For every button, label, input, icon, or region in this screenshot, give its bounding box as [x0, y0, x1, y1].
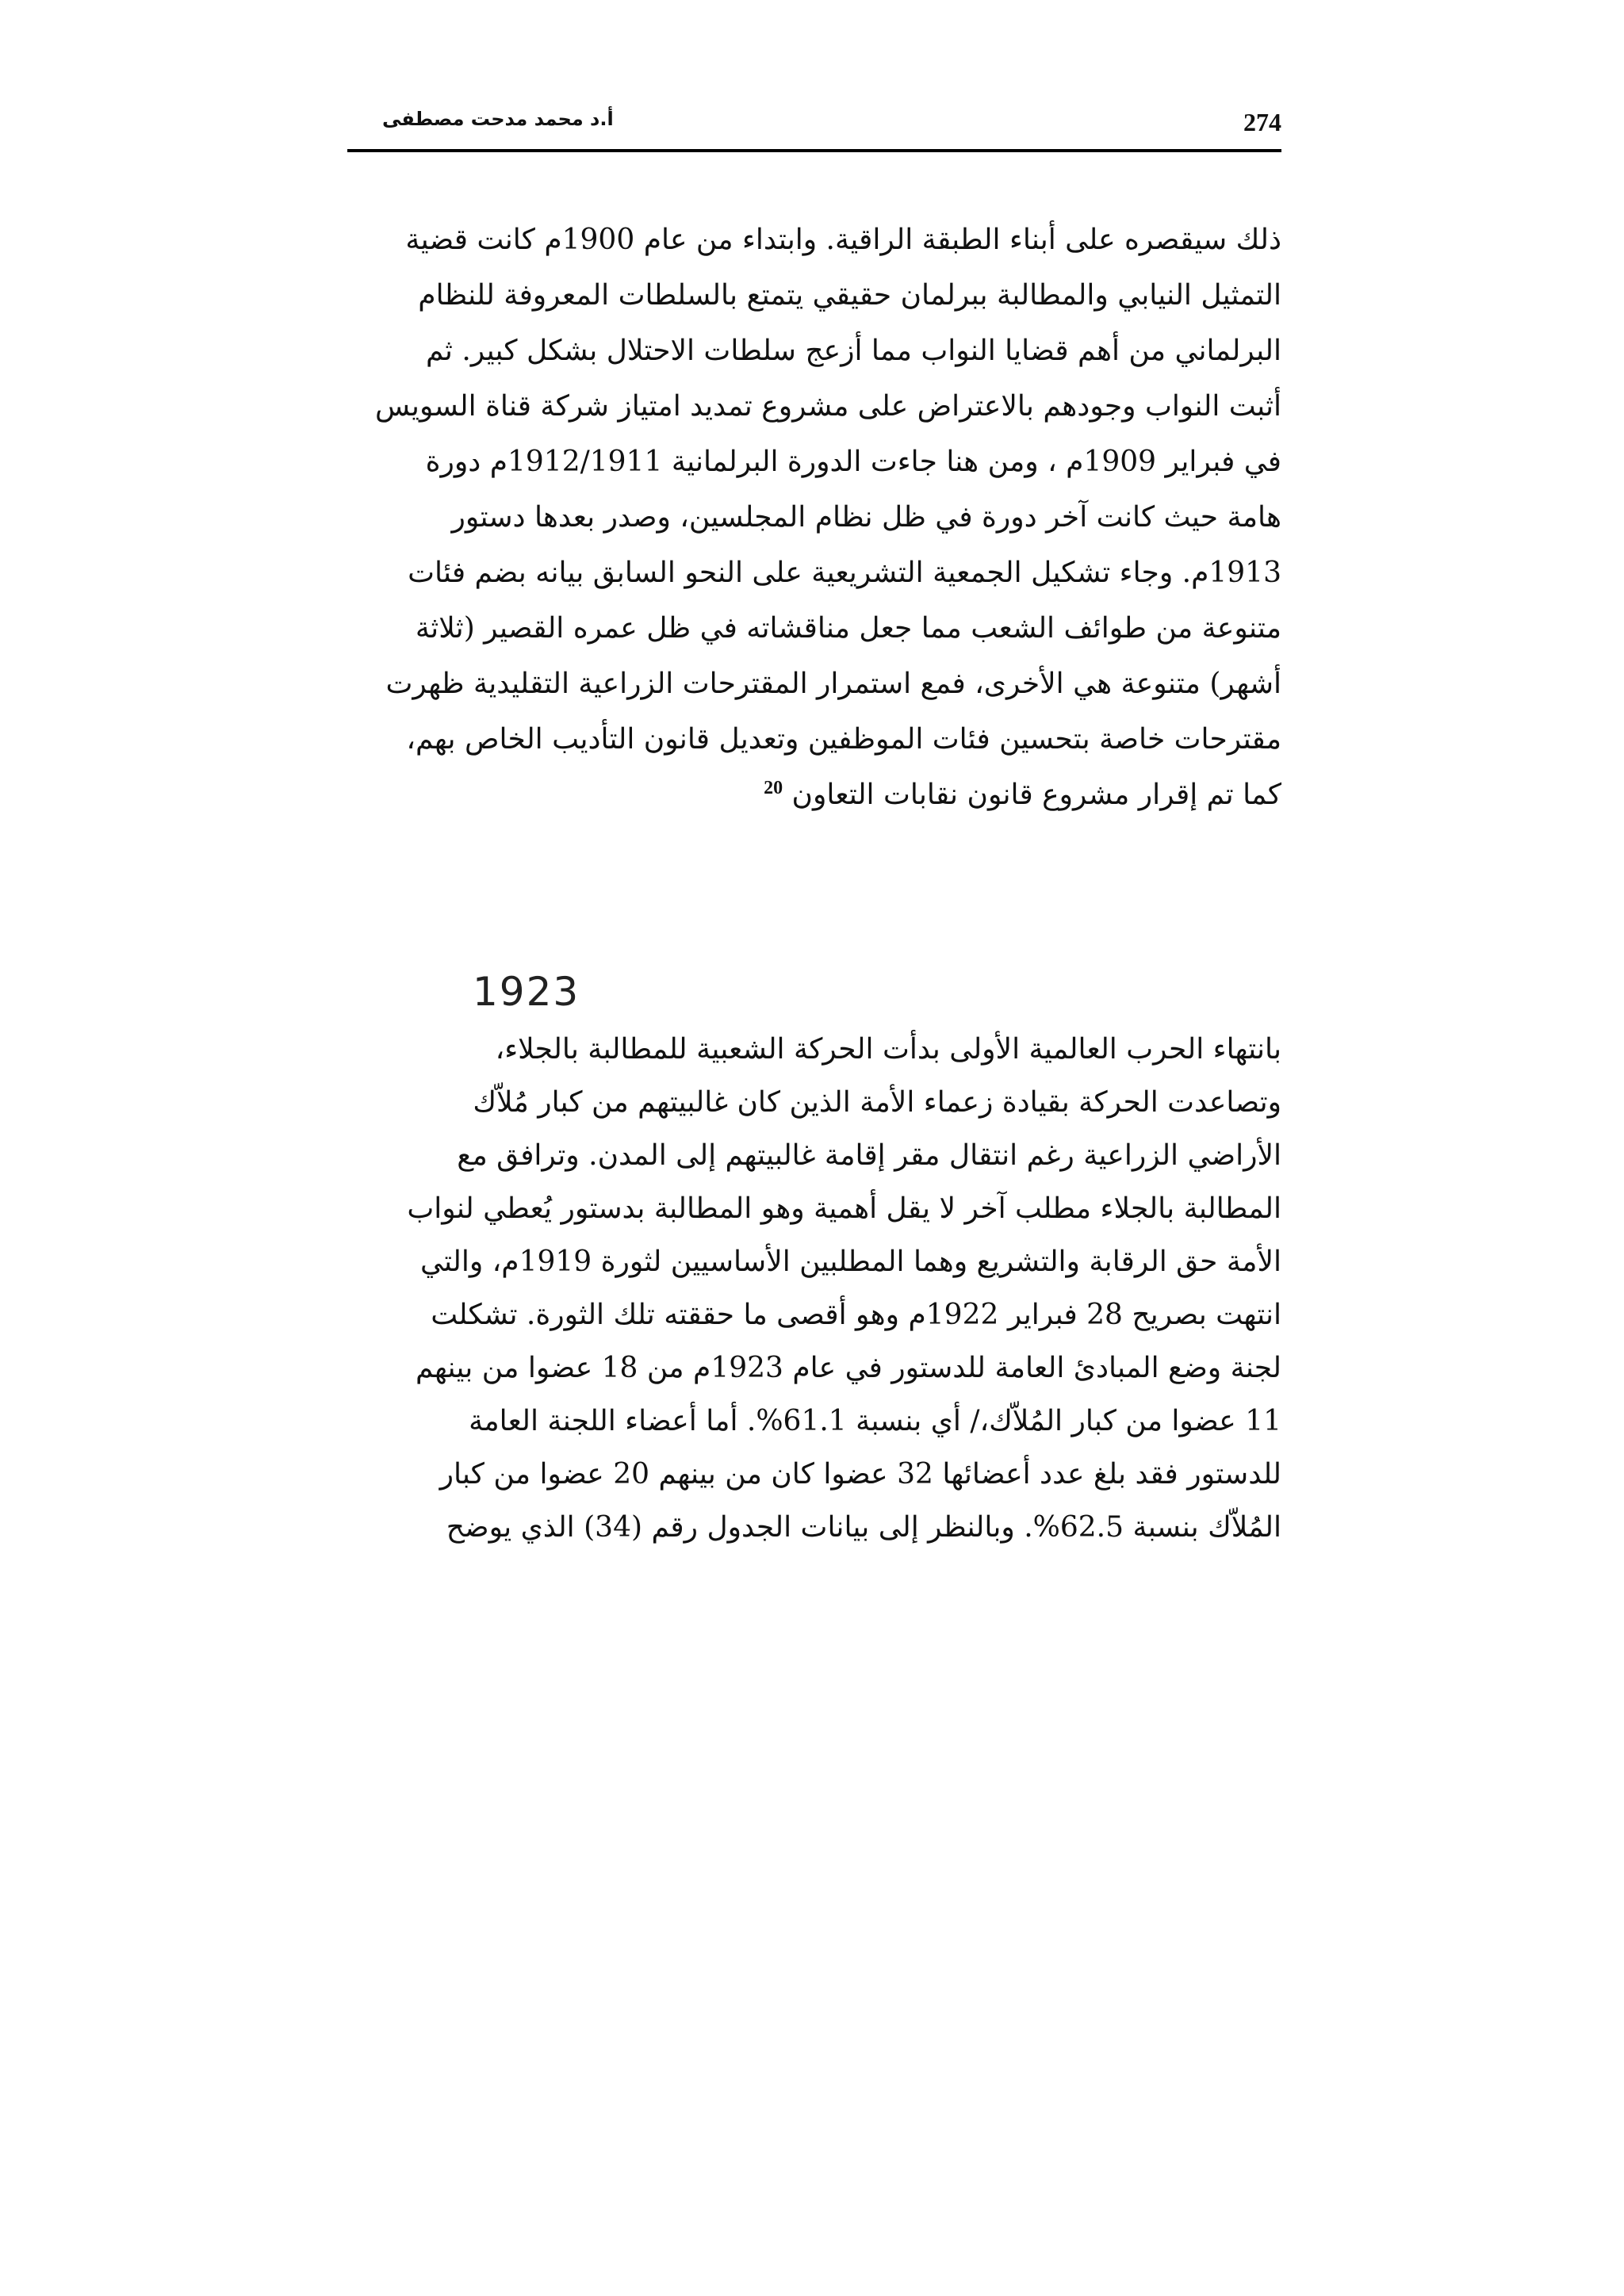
page-number: 274	[1243, 108, 1281, 136]
paragraph-line: مقترحات خاصة بتحسين فئات الموظفين وتعديل قانون التأديب الخاص بهم،	[406, 723, 1281, 756]
paragraph-line: الأراضي الزراعية رغم انتقال مقر إقامة غالبيتهم إلى المدن. وترافق مع	[457, 1139, 1281, 1172]
paragraph-line: أشهر) متنوعة هي الأخرى، فمع استمرار المقترحات الزراعية التقليدية ظهرت	[385, 668, 1281, 700]
body-paragraph-1	[347, 212, 1281, 823]
paragraph-line: البرلماني من أهم قضايا النواب مما أزعج سلطات الاحتلال بشكل كبير. ثم	[425, 335, 1281, 367]
paragraph-line: لجنة وضع المبادئ العامة للدستور في عام 1923م من 18 عضوا من بينهم	[416, 1352, 1281, 1384]
paragraph-line: 1913م. وجاء تشكيل الجمعية التشريعية على النحو السابق بيانه بضم فئات	[408, 557, 1281, 589]
paragraph-last-line	[347, 767, 1281, 823]
section-heading: 1923	[473, 969, 580, 1015]
paragraph-line: هامة حيث كانت آخر دورة في ظل نظام المجلسين، وصدر بعدها دستور	[451, 501, 1281, 534]
paragraph-line: المُلاّك بنسبة 62.5%. وبالنظر إلى بيانات الجدول رقم (34) الذي يوضح	[446, 1511, 1281, 1544]
body-paragraph-2	[347, 1023, 1281, 1554]
paragraph-line: وتصاعدت الحركة بقيادة زعماء الأمة الذين كان غالبيتهم من كبار مُلاّك	[473, 1086, 1281, 1119]
page-header	[347, 101, 1281, 152]
paragraph-line: المطالبة بالجلاء مطلب آخر لا يقل أهمية وهو المطالبة بدستور يُعطي لنواب	[407, 1192, 1281, 1225]
paragraph-line: في فبراير 1909م ، ومن هنا جاءت الدورة البرلمانية 1912/1911م دورة	[425, 446, 1281, 478]
paragraph-line: للدستور فقد بلغ عدد أعضائها 32 عضوا كان من بينهم 20 عضوا من كبار	[439, 1458, 1281, 1490]
header-rule	[347, 149, 1281, 152]
paragraph-line-text: كما تم إقرار مشروع قانون نقابات التعاون	[791, 779, 1281, 811]
paragraph-line: متنوعة من طوائف الشعب مما جعل مناقشاته في ظل عمره القصير (ثلاثة	[415, 612, 1281, 645]
paragraph-line: الأمة حق الرقابة والتشريع وهما المطلبين الأساسيين لثورة 1919م، والتي	[419, 1246, 1281, 1278]
paragraph-line: ذلك سيقصره على أبناء الطبقة الراقية. وابتداء من عام 1900م كانت قضية	[405, 224, 1281, 256]
running-header-author: أ.د محمد مدحت مصطفى	[382, 108, 614, 130]
paragraph-line: أثبت النواب وجودهم بالاعتراض على مشروع تمديد امتياز شركة قناة السويس	[375, 390, 1281, 423]
footnote-reference[interactable]: 20	[764, 778, 783, 798]
paragraph-line: التمثيل النيابي والمطالبة ببرلمان حقيقي يتمتع بالسلطات المعروفة للنظام	[418, 279, 1281, 312]
paragraph-line: 11 عضوا من كبار المُلاّك،/ أي بنسبة 61.1%. أما أعضاء اللجنة العامة	[469, 1405, 1281, 1437]
paragraph-line: انتهت بصريح 28 فبراير 1922م وهو أقصى ما حققته تلك الثورة. تشكلت	[431, 1299, 1281, 1331]
paragraph-line: بانتهاء الحرب العالمية الأولى بدأت الحركة الشعبية للمطالبة بالجلاء،	[495, 1033, 1281, 1066]
